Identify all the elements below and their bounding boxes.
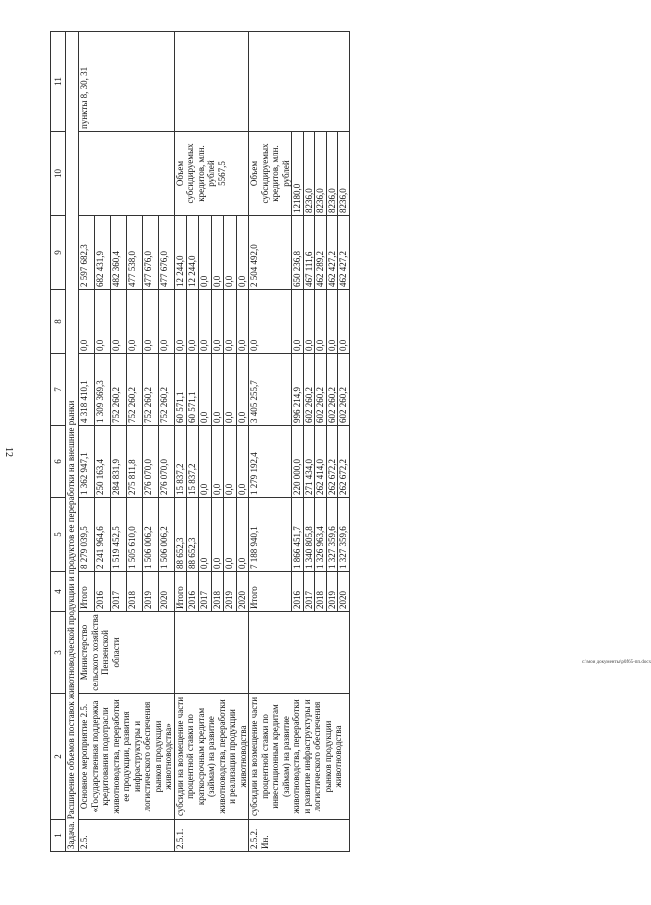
task-row [66,32,79,852]
year-cell: 2020 [158,572,174,612]
regional-cell: 602 260,2 [303,354,315,426]
col-header: 11 [51,32,66,132]
regional-cell: 60 571,1 [186,354,198,426]
extrabudget-cell: 0,0 [236,216,248,290]
federal-cell: 276 070,0 [158,426,174,498]
year-cell: Итого [79,572,95,612]
indicator-value: 8236,0 [326,132,338,216]
extrabudget-cell: 650 236,8 [292,216,304,290]
total-cell: 1 506 006,2 [158,498,174,572]
local-cell: 0,0 [199,290,211,354]
task-title: Задача. Расширение объемов поставок животноводческой продукции и продуктов ее переработки на внешние рынки [66,32,79,852]
federal-cell: 262 672,2 [326,426,338,498]
total-cell: 88 652,3 [174,498,186,572]
local-cell: 0,0 [326,290,338,354]
total-cell: 0,0 [236,498,248,572]
local-cell: 0,0 [158,290,174,354]
year-cell: 2016 [292,572,304,612]
federal-cell: 276 070,0 [142,426,158,498]
regional-cell: 996 214,9 [292,354,304,426]
item-name: Основное мероприятие 2.5. «Государственная поддержка кредитования подотрасли животноводства, переработки ее продукции, развития инфраструктуры и логистического обеспечения рынков продукции животноводства» [79,694,175,820]
table-row [249,32,292,852]
federal-cell: 271 434,0 [303,426,315,498]
indicator-value: 8236,0 [303,132,315,216]
total-cell: 1 505 610,0 [126,498,142,572]
regional-cell: 0,0 [211,354,223,426]
regional-cell: 60 571,1 [174,354,186,426]
federal-cell: 275 811,8 [126,426,142,498]
local-cell: 0,0 [174,290,186,354]
total-cell: 1 340 805,8 [303,498,315,572]
federal-cell: 0,0 [211,426,223,498]
indicator-cell [174,132,249,216]
regional-cell: 0,0 [199,354,211,426]
extrabudget-cell: 462 427,2 [338,216,350,290]
item-number: 2.5. [79,820,175,852]
extrabudget-cell: 477 676,0 [142,216,158,290]
local-cell: 0,0 [303,290,315,354]
local-cell: 0,0 [94,290,110,354]
col-header: 8 [51,290,66,354]
local-cell: 0,0 [110,290,126,354]
indicator-cell [79,132,175,216]
regional-cell: 4 318 410,1 [79,354,95,426]
local-cell: 0,0 [79,290,95,354]
col-header: 4 [51,572,66,612]
year-cell: 2018 [315,572,327,612]
federal-cell: 1 279 192,4 [249,426,292,498]
year-cell: 2020 [338,572,350,612]
regional-cell: 602 260,2 [338,354,350,426]
indicator-name: Объем субсидируемых кредитов, млн. рублей [249,132,292,216]
extrabudget-cell: 0,0 [199,216,211,290]
local-cell: 0,0 [211,290,223,354]
col-header: 2 [51,694,66,820]
year-cell: 2018 [126,572,142,612]
federal-cell: 262 414,0 [315,426,327,498]
year-cell: 2016 [94,572,110,612]
federal-cell: 220 000,0 [292,426,304,498]
year-cell: Итого [249,572,292,612]
extrabudget-cell: 462 427,2 [326,216,338,290]
local-cell: 0,0 [224,290,236,354]
total-cell: 88 652,3 [186,498,198,572]
total-cell: 2 241 964,6 [94,498,110,572]
year-cell: 2019 [224,572,236,612]
executor [174,612,249,694]
item-name: субсидии на возмещение части процентной ставки по инвестиционным кредитам (займам) на развитие животноводства, переработки и развитие инфраструктуры и логистического обеспечения рынков продукции животноводства [249,694,350,820]
year-cell: 2017 [110,572,126,612]
rotated-page [50,32,630,852]
federal-cell: 0,0 [224,426,236,498]
local-cell: 0,0 [186,290,198,354]
year-cell: 2017 [199,572,211,612]
extrabudget-cell: 482 360,4 [110,216,126,290]
total-cell: 1 519 452,5 [110,498,126,572]
extrabudget-cell: 682 431,9 [94,216,110,290]
program-table [50,31,350,852]
item-name: субсидии на возмещение части процентной ставки по краткосрочным кредитам (займам) на развитие животноводства, переработки и реализации продукции животноводства [174,694,249,820]
page-number: 12 [3,447,14,457]
extrabudget-cell: 0,0 [224,216,236,290]
indicator-value: 5567,5 [216,161,227,186]
federal-cell: 15 837,2 [186,426,198,498]
local-cell: 0,0 [142,290,158,354]
total-cell: 0,0 [224,498,236,572]
col-header: 9 [51,216,66,290]
year-cell: 2020 [236,572,248,612]
col-header: 5 [51,498,66,572]
local-cell: 0,0 [236,290,248,354]
extrabudget-cell: 12 244,0 [186,216,198,290]
table-row [79,32,95,852]
executor: Министерство сельского хозяйства Пензенской области [79,612,175,694]
reference-cell: пункты 8, 30, 31 [79,32,175,132]
total-cell: 1 866 451,7 [292,498,304,572]
indicator-value: 8236,0 [315,132,327,216]
total-cell: 7 188 940,1 [249,498,292,572]
federal-cell: 262 672,2 [338,426,350,498]
regional-cell: 752 260,2 [142,354,158,426]
extrabudget-cell: 2 504 492,0 [249,216,292,290]
extrabudget-cell: 477 538,0 [126,216,142,290]
total-cell: 1 327 359,6 [338,498,350,572]
local-cell: 0,0 [249,290,292,354]
extrabudget-cell: 477 676,0 [158,216,174,290]
table-row [174,32,186,852]
total-cell: 1 327 359,6 [326,498,338,572]
col-header: 6 [51,426,66,498]
year-cell: 2018 [211,572,223,612]
regional-cell: 0,0 [236,354,248,426]
extrabudget-cell: 462 289,2 [315,216,327,290]
regional-cell: 752 260,2 [158,354,174,426]
total-cell: 0,0 [199,498,211,572]
col-header: 7 [51,354,66,426]
footer-path: c:\мои документы\р0f65-пп.docx [582,660,651,665]
executor [249,612,350,694]
extrabudget-cell: 0,0 [211,216,223,290]
item-number: 2.5.2. Ин. [249,820,350,852]
item-number: 2.5.1. [174,820,249,852]
col-header: 3 [51,612,66,694]
federal-cell: 0,0 [199,426,211,498]
year-cell: 2019 [326,572,338,612]
year-cell: 2019 [142,572,158,612]
year-cell: 2017 [303,572,315,612]
local-cell: 0,0 [315,290,327,354]
federal-cell: 0,0 [236,426,248,498]
total-cell: 8 279 039,5 [79,498,95,572]
regional-cell: 1 309 369,3 [94,354,110,426]
col-header: 10 [51,132,66,216]
year-cell: 2016 [186,572,198,612]
total-cell: 1 326 963,4 [315,498,327,572]
local-cell: 0,0 [338,290,350,354]
reference-cell [174,32,249,132]
total-cell: 0,0 [211,498,223,572]
indicator-value: 12180,0 [292,132,304,216]
indicator-value: 8236,0 [338,132,350,216]
indicator-name: Объем субсидируемых кредитов, млн. рублей [174,143,216,204]
federal-cell: 15 837,2 [174,426,186,498]
federal-cell: 284 831,9 [110,426,126,498]
regional-cell: 752 260,2 [126,354,142,426]
extrabudget-cell: 467 111,6 [303,216,315,290]
regional-cell: 3 405 255,7 [249,354,292,426]
extrabudget-cell: 12 244,0 [174,216,186,290]
regional-cell: 0,0 [224,354,236,426]
year-cell: Итого [174,572,186,612]
federal-cell: 1 362 947,1 [79,426,95,498]
federal-cell: 250 163,4 [94,426,110,498]
reference-cell [249,32,350,132]
local-cell: 0,0 [126,290,142,354]
local-cell: 0,0 [292,290,304,354]
extrabudget-cell: 2 597 682,3 [79,216,95,290]
col-header: 1 [51,820,66,852]
total-cell: 1 506 006,2 [142,498,158,572]
header-row [51,32,66,852]
regional-cell: 602 260,2 [326,354,338,426]
regional-cell: 752 260,2 [110,354,126,426]
regional-cell: 602 260,2 [315,354,327,426]
